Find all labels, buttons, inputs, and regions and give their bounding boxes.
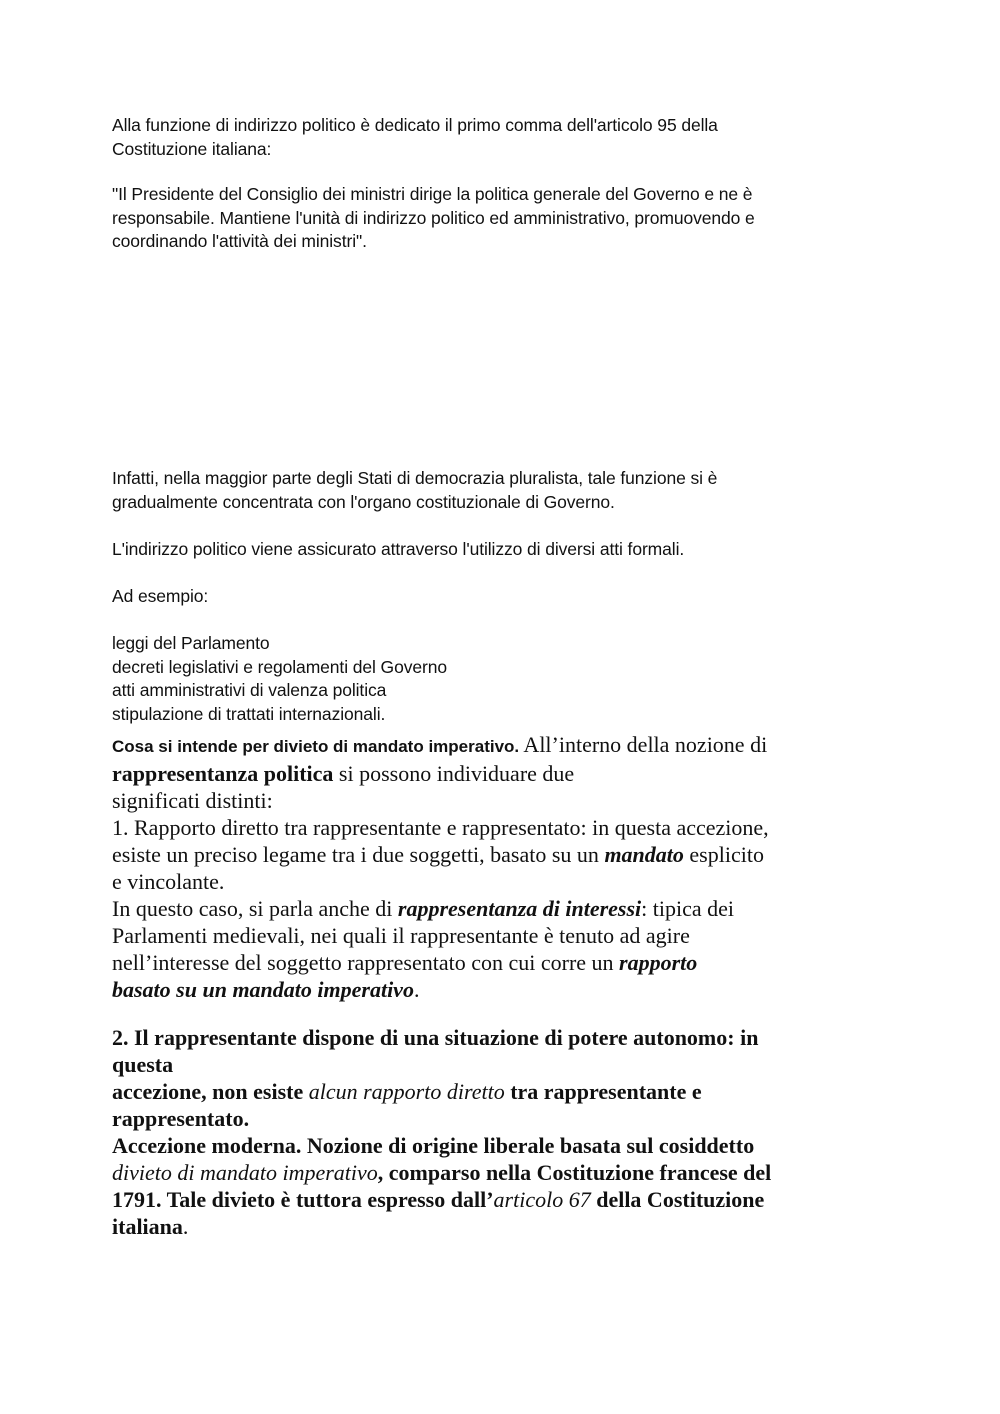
article-95-quote <box>112 183 892 254</box>
mandato-line-9: nell’interesse del soggetto rappresentato con cui corre un rapporto <box>112 950 698 975</box>
list-item: stipulazione di trattati internazionali. <box>112 703 386 724</box>
atti-formali-paragraph <box>112 538 892 562</box>
point2-line-7: 1791. Tale divieto è tuttora espresso dall’articolo 67 della Costituzione <box>112 1187 765 1212</box>
esempio-label-text: Ad esempio: <box>112 586 209 606</box>
esempio-label <box>112 585 892 609</box>
mandato-line-4: 1. Rapporto diretto tra rappresentante e rappresentato: in questa accezione, <box>112 815 769 840</box>
point2-line-6: divieto di mandato imperativo, comparso nella Costituzione francese del <box>112 1160 772 1185</box>
mandato-line-6: e vincolante. <box>112 869 225 894</box>
mandato-heading: Cosa si intende per divieto di mandato imperativo. <box>112 737 520 756</box>
mandato-line-8: Parlamenti medievali, nei quali il rappresentante è tenuto ad agire <box>112 923 690 948</box>
esempi-list <box>112 632 892 726</box>
mandato-imperativo-term: basato su un mandato imperativo <box>112 977 414 1002</box>
mandato-line-7: In questo caso, si parla anche di rappresentanza di interessi: tipica dei <box>112 896 735 921</box>
intro-paragraph <box>112 114 892 161</box>
quote-line: "Il Presidente del Consiglio dei ministri dirige la politica generale del Governo e ne è <box>112 184 753 204</box>
infatti-paragraph <box>112 467 892 514</box>
list-item: leggi del Parlamento <box>112 633 270 653</box>
quote-line: coordinando l'attività dei ministri". <box>112 231 367 251</box>
infatti-line: gradualmente concentrata con l'organo costituzionale di Governo. <box>112 491 615 512</box>
rappresentanza-politica-term: rappresentanza politica <box>112 761 334 786</box>
point2-line-5: Accezione moderna. Nozione di origine liberale basata sul cosiddetto <box>112 1133 755 1158</box>
point2-line-4: rappresentato. <box>112 1106 250 1131</box>
quote-line: responsabile. Mantiene l'unità di indirizzo politico ed amministrativo, promuovendo e <box>112 207 755 228</box>
atti-formali-text: L'indirizzo politico viene assicurato attraverso l'utilizzo di diversi atti formali. <box>112 539 685 559</box>
rapporto-term: rapporto <box>619 950 698 975</box>
mandato-line-5: esiste un preciso legame tra i due soggetti, basato su un mandato esplicito <box>112 842 764 867</box>
alcun-rapporto-term: alcun rapporto diretto <box>308 1079 505 1104</box>
articolo-67-term: articolo 67 <box>493 1187 591 1212</box>
mandato-section <box>112 731 892 1003</box>
mandato-line-1: Cosa si intende per divieto di mandato imperativo. All’interno della nozione di <box>112 732 768 757</box>
point-2-section <box>112 1024 892 1240</box>
intro-line: Alla funzione di indirizzo politico è dedicato il primo comma dell'articolo 95 della <box>112 115 718 135</box>
mandato-line-10: basato su un mandato imperativo. <box>112 977 420 1002</box>
point2-line-2: questa <box>112 1052 174 1077</box>
infatti-line: Infatti, nella maggior parte degli Stati di democrazia pluralista, tale funzione si è <box>112 468 718 488</box>
point2-line-8: italiana. <box>112 1214 189 1239</box>
point2-line-3: accezione, non esiste alcun rapporto diretto tra rappresentante e <box>112 1079 702 1104</box>
intro-line: Costituzione italiana: <box>112 138 272 159</box>
list-item: atti amministrativi di valenza politica <box>112 680 387 700</box>
point2-line-1: 2. Il rappresentante dispone di una situazione di potere autonomo: in <box>112 1025 759 1050</box>
list-item: decreti legislativi e regolamenti del Governo <box>112 656 447 677</box>
rappresentanza-interessi-term: rappresentanza di interessi <box>397 896 642 921</box>
mandato-term: mandato <box>604 842 684 867</box>
divieto-term: divieto di mandato imperativo <box>112 1160 378 1185</box>
mandato-line-3: significati distinti: <box>112 788 273 813</box>
mandato-line-2: rappresentanza politica si possono individuare due <box>112 761 575 786</box>
